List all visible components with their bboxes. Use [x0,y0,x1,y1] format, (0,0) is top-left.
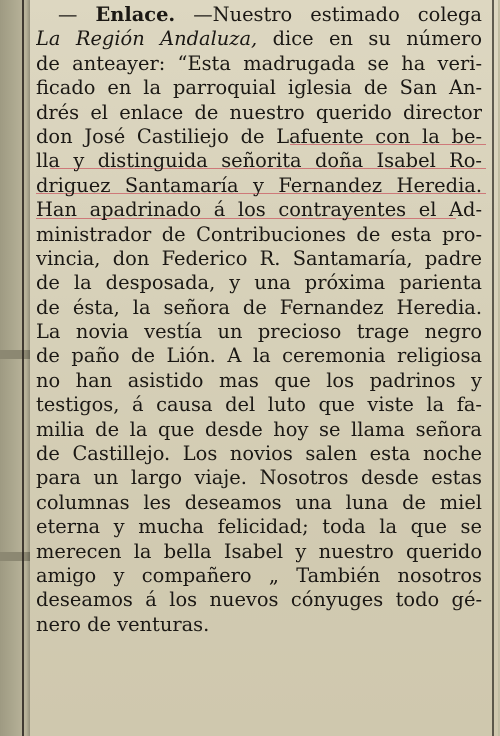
article-line: drés el enlace de nuestro querido director [36,100,482,124]
article-line: columnas les deseamos una luna de miel [36,490,482,514]
article-line: amigo y compañero „ También nosotros [36,563,482,587]
article-text [36,3,482,637]
article-line: ficado en la parroquial iglesia de San An- [36,76,482,100]
article-line: vincia, don Federico R. Santamaría, padre [36,246,482,270]
article-line: don José Castiliejo de Lafuente con la be- [36,124,482,148]
article-line: La novia vestía un precioso trage negro [36,320,482,344]
article-line: deseamos á los nuevos cónyuges todo gé- [36,588,482,612]
article-line: ministrador de Contribuciones de esta pro- [36,222,482,246]
article-line: de Castillejo. Los novios salen esta noche [36,442,482,466]
article-line: testigos, á causa del luto que viste la fa- [36,393,482,417]
article-line: lla y distinguida señorita doña Isabel Ro- [36,149,482,173]
tear-mark [0,350,34,359]
article-line: driguez Santamaría y Fernandez Heredia. [36,173,482,197]
column-rule-right [492,0,494,736]
article-line [36,27,482,51]
article-line: merecen la bella Isabel y nuestro querido [36,539,482,563]
article-line [36,3,482,27]
column-rule-left [22,0,24,736]
dash-prefix: — [58,3,96,26]
article-line: nero de venturas. [36,612,210,636]
line-text: —Nuestro estimado colega [175,3,482,26]
article-line: milia de la que desde hoy se llama señora [36,417,482,441]
article-line: de la desposada, y una próxima parienta [36,271,482,295]
line-text: dice en su número [257,27,482,51]
article-line: de paño de Lión. A la ceremonia religiosa [36,344,482,368]
article-line: eterna y mucha felicidad; toda la que se [36,515,482,539]
tear-mark [0,552,34,561]
article-line: no han asistido mas que los padrinos y [36,368,482,392]
article-line: Han apadrinado á los contrayentes el Ad- [36,198,482,222]
article-line: de anteayer: “Esta madrugada se ha veri- [36,51,482,75]
article-line: para un largo viaje. Nosotros desde estas [36,466,482,490]
article-headword: Enlace. [95,3,176,26]
newspaper-name: La Región Andaluza, [36,27,258,51]
article-line: de ésta, la señora de Fernandez Heredia. [36,295,482,319]
